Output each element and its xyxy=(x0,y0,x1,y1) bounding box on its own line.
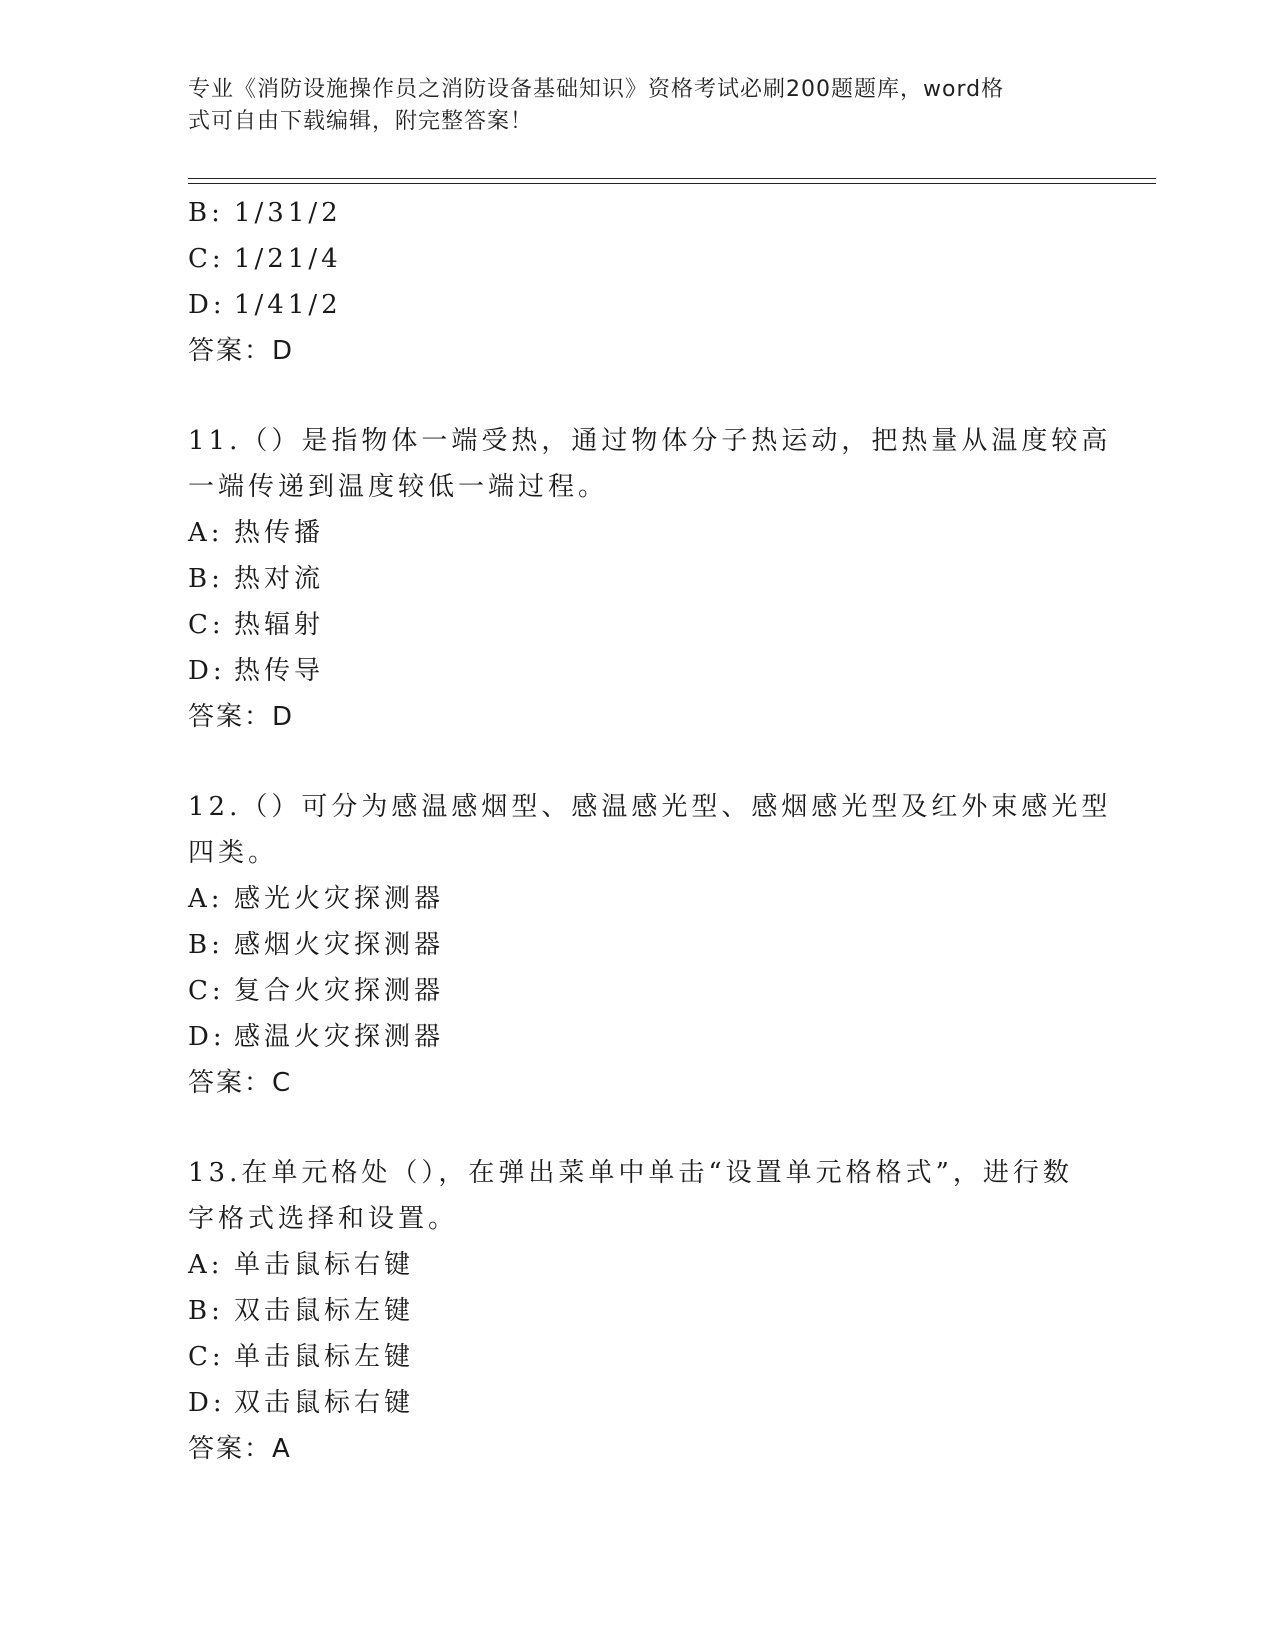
option-d xyxy=(188,1380,1088,1426)
option-b xyxy=(188,1288,1088,1334)
option-text: 感烟火灾探测器 xyxy=(234,930,445,960)
option-text: 热辐射 xyxy=(234,610,325,640)
question-stem-line: 13.在单元格处（），在弹出菜单中单击“设置单元格格式”，进行数 xyxy=(188,1158,1073,1188)
option-text: 1/31/2 xyxy=(234,198,342,228)
header-divider-top xyxy=(188,178,1156,179)
option-letter: A: xyxy=(188,884,224,914)
option-text: 双击鼠标右键 xyxy=(234,1388,415,1418)
document-header xyxy=(188,74,1068,138)
header-divider-bottom xyxy=(188,183,1156,184)
option-text: 热传导 xyxy=(234,656,325,686)
option-b xyxy=(188,922,1088,968)
option-c xyxy=(188,968,1088,1014)
document-body xyxy=(188,190,1112,1472)
option-text: 单击鼠标右键 xyxy=(234,1250,415,1280)
option-d xyxy=(188,648,1088,694)
answer-line: 答案：D xyxy=(188,336,295,366)
option-letter: B: xyxy=(188,930,224,960)
option-text: 热对流 xyxy=(234,564,325,594)
option-a xyxy=(188,510,1088,556)
option-c xyxy=(188,1334,1088,1380)
question-stem-line: 12.（）可分为感温感烟型、感温感光型、感烟感光型及红外束感光型 xyxy=(188,792,1112,822)
option-letter: A: xyxy=(188,1250,224,1280)
option-letter: B: xyxy=(188,564,224,594)
option-letter: C: xyxy=(188,244,225,274)
option-letter: D: xyxy=(188,1388,226,1418)
question-stem-line: 一端传递到温度较低一端过程。 xyxy=(188,472,609,502)
option-c xyxy=(188,602,1088,648)
option-b xyxy=(188,556,1088,602)
option-text: 热传播 xyxy=(234,518,325,548)
answer-line: 答案：D xyxy=(188,702,295,732)
option-text: 1/21/4 xyxy=(234,244,342,274)
answer-line: 答案：C xyxy=(188,1068,293,1098)
question-11 xyxy=(188,418,1112,740)
option-letter: D: xyxy=(188,290,226,320)
question-12 xyxy=(188,784,1112,1106)
option-text: 双击鼠标左键 xyxy=(234,1296,415,1326)
option-text: 复合火灾探测器 xyxy=(234,976,445,1006)
option-text: 感光火灾探测器 xyxy=(234,884,445,914)
option-letter: C: xyxy=(188,610,225,640)
option-letter: D: xyxy=(188,1022,226,1052)
option-letter: C: xyxy=(188,976,225,1006)
option-text: 1/41/2 xyxy=(234,290,342,320)
option-letter: C: xyxy=(188,1342,225,1372)
option-letter: A: xyxy=(188,518,224,548)
answer-line: 答案：A xyxy=(188,1434,292,1464)
option-d xyxy=(188,1014,1088,1060)
option-text: 感温火灾探测器 xyxy=(234,1022,445,1052)
option-text: 单击鼠标左键 xyxy=(234,1342,415,1372)
option-a xyxy=(188,1242,1088,1288)
option-letter: B: xyxy=(188,198,224,228)
option-b xyxy=(188,190,1088,236)
option-c xyxy=(188,236,1088,282)
question-stem-line: 四类。 xyxy=(188,838,279,868)
question-stem-line: 11.（）是指物体一端受热，通过物体分子热运动，把热量从温度较高 xyxy=(188,426,1112,456)
option-d xyxy=(188,282,1088,328)
question-13 xyxy=(188,1150,1088,1472)
header-line-2: 式可自由下载编辑，附完整答案！ xyxy=(188,109,534,134)
header-line-1: 专业《消防设施操作员之消防设备基础知识》资格考试必刷200题题库，word格 xyxy=(188,77,1005,102)
question-10-continued xyxy=(188,190,1088,374)
option-letter: B: xyxy=(188,1296,224,1326)
question-stem-line: 字格式选择和设置。 xyxy=(188,1204,459,1234)
option-a xyxy=(188,876,1088,922)
option-letter: D: xyxy=(188,656,226,686)
